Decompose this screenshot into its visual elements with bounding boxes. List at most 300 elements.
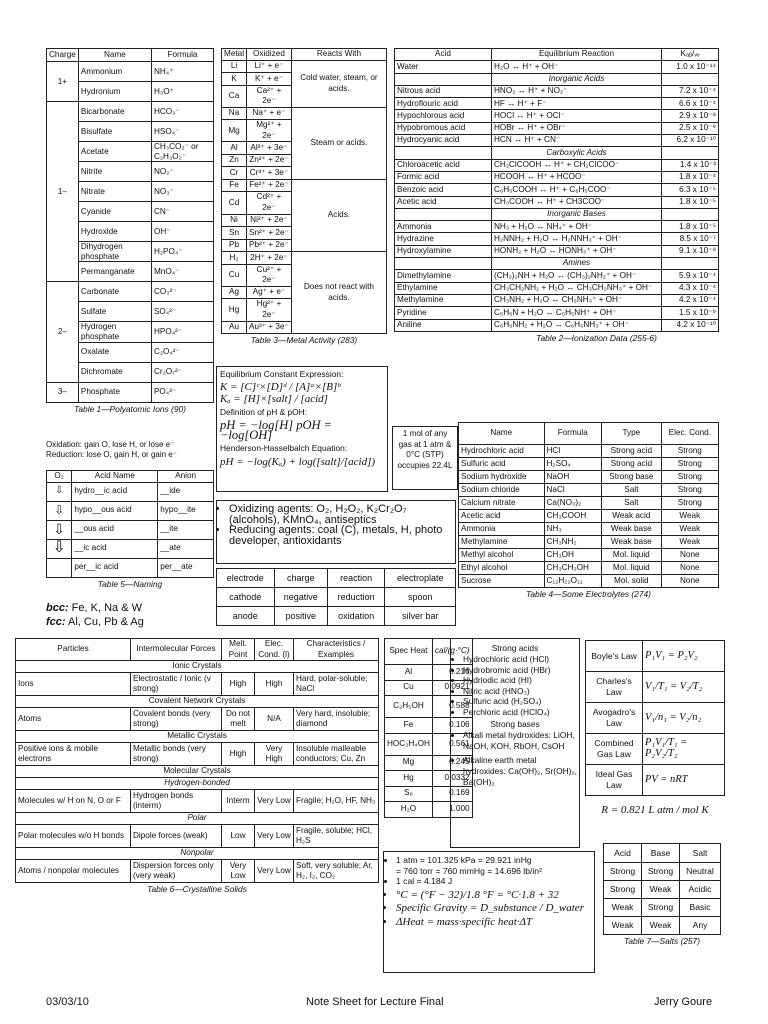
table-row [222, 179, 387, 192]
gas-law-name-cell: Charles's Law [586, 672, 643, 703]
blank-cell [395, 208, 492, 220]
strong-acid-item: • Nitric acid (HNO₃) [463, 686, 577, 697]
table-row [459, 484, 719, 497]
fcc-label: fcc: [46, 616, 66, 628]
table-row [395, 61, 719, 73]
blank-cell [662, 258, 719, 270]
specific-heat-value-cell: 0.588 [432, 696, 472, 718]
specific-heat-value-cell: 0.561 [432, 733, 472, 755]
ka-value-cell: 1.0 x 10⁻¹⁴ [662, 61, 719, 73]
spec-heat-header: Spec Heat [385, 639, 433, 665]
melt-point-cell: Interm [222, 790, 255, 813]
ion-formula-cell: C₂O₄²⁻ [151, 342, 213, 362]
electrode-cell: anode [217, 607, 275, 626]
table5-header: O₂ [47, 471, 72, 483]
gas-law-formula-cell: V₁/T₁ = V₂/T₂ [643, 672, 725, 703]
salt-cell: Strong [604, 863, 642, 881]
table-row [395, 233, 719, 245]
charge-cell: 1+ [47, 62, 79, 102]
specific-heat-value-cell: 0.245 [432, 755, 472, 771]
table-row [459, 445, 719, 458]
ion-formula-cell: HPO₄²⁻ [151, 322, 213, 342]
electrolyte-name-cell: Methyl alcohol [459, 549, 545, 562]
ion-name-cell: Sulfate [78, 302, 151, 322]
section-header-row [16, 766, 379, 778]
electrolyte-name-cell: Sodium chloride [459, 484, 545, 497]
table3-header: Oxidized [247, 49, 292, 61]
ion-formula-cell: SO₄²⁻ [151, 302, 213, 322]
reaction-cell: HCOOH ↔ H⁺ + HCOO⁻ [492, 171, 662, 183]
conductivity-cell: Very Low [255, 790, 294, 813]
substance-cell: Mg [385, 755, 433, 771]
table-row [395, 85, 719, 97]
electrolyte-type-cell: Mol. solid [602, 575, 662, 588]
hh-title: Henderson-Hasselbalch Equation: [220, 443, 348, 453]
salt-cell: Strong [604, 881, 642, 899]
specific-gravity: • Specific Gravity = D_substance / D_water [396, 903, 592, 914]
reaction-cell: CH₃CH₂NH₂ + H₂O ↔ CH₃CH₂NH₃⁺ + OH⁻ [492, 282, 662, 294]
ion-formula-cell: CO₃²⁻ [151, 282, 213, 302]
ion-formula-cell: OH⁻ [151, 222, 213, 242]
equilibrium-box [216, 366, 388, 492]
strong-acids-bases-box [450, 638, 580, 848]
electrode-cell: cathode [217, 588, 275, 607]
electrolyte-type-cell: Salt [602, 497, 662, 510]
reacts-with-cell: Cold water, steam, or acids. [291, 60, 386, 107]
oxidation-text: Oxidation: gain O, lose H, or lose e⁻ [46, 440, 175, 449]
salt-cell: Any [680, 917, 721, 935]
strong-bases-title: Strong bases [490, 718, 540, 729]
reacts-with-cell: Does not react with acids. [291, 252, 386, 334]
ka-value-cell: 7.2 x 10⁻⁴ [662, 85, 719, 97]
salt-cell: Weak [642, 881, 680, 899]
stp-note: 1 mol of any gas at 1 atm & 0°C (STP) occupies 22.4L [392, 426, 458, 490]
metal-cell: Hg [222, 299, 247, 321]
metal-cell: H₂ [222, 252, 247, 265]
table4-header: Elec. Cond. [661, 423, 718, 445]
section-header-row [395, 147, 719, 159]
electrode-cell: reduction [327, 588, 385, 607]
table-row [395, 122, 719, 134]
charge-cell: 2– [47, 282, 79, 382]
charge-cell: 1– [47, 102, 79, 282]
ion-name-cell: Phosphate [78, 382, 151, 402]
conductivity-cell: Weak [661, 510, 718, 523]
ion-formula-cell: MnO₄⁻ [151, 262, 213, 282]
table-row [604, 917, 721, 935]
ka-value-cell: 1.8 x 10⁻⁵ [662, 221, 719, 233]
particles-cell: Atoms / nonpolar molecules [16, 860, 131, 883]
table-row [395, 282, 719, 294]
oxidized-cell: Fe²⁺ + 2e⁻ [247, 179, 292, 192]
section-title-cell: Nonpolar [16, 848, 379, 860]
metal-cell: Fe [222, 179, 247, 192]
section-title-cell: Polar [16, 813, 379, 825]
table6-crystalline-solids [15, 638, 379, 894]
table5-header: Acid Name [72, 471, 158, 483]
oxidized-cell: Ag⁺ + e⁻ [247, 286, 292, 299]
oxidized-cell: K⁺ + e⁻ [247, 73, 292, 86]
blank-cell [395, 73, 492, 85]
table3-caption: Table 3—Metal Activity (283) [250, 335, 358, 346]
bcc-label: bcc: [46, 602, 69, 614]
forces-cell: Hydrogen bonds (interm) [131, 790, 222, 813]
electrode-cell: spoon [385, 588, 456, 607]
table-row [47, 282, 214, 302]
metal-cell: Mg [222, 120, 247, 142]
table-row [459, 549, 719, 562]
table-row [395, 196, 719, 208]
electrolyte-formula-cell: CH₃OH [544, 549, 602, 562]
ion-formula-cell: CN⁻ [151, 202, 213, 222]
oxygen-arrow-icon: ⇩ [47, 520, 72, 539]
conductivity-cell: Strong [661, 458, 718, 471]
table-row [16, 860, 379, 883]
gas-law-name-cell: Avogadro's Law [586, 703, 643, 734]
gas-law-formula-cell: P₁V₁ = P₂V₂ [643, 641, 725, 672]
electrode-cell: negative [274, 588, 327, 607]
table2-header: Equilibrium Reaction [492, 49, 662, 61]
ka-value-cell: 9.1 x 10⁻⁹ [662, 245, 719, 257]
table-row [16, 743, 379, 766]
electrolyte-name-cell: Ethyl alcohol [459, 562, 545, 575]
ion-formula-cell: H₃O⁺ [151, 82, 213, 102]
oxygen-arrow-icon [47, 558, 72, 577]
conductivity-cell: None [661, 562, 718, 575]
conversions-box [383, 851, 595, 973]
ka-value-cell: 5.9 x 10⁻⁴ [662, 270, 719, 282]
table-row [47, 501, 214, 520]
acid-name-cell: hydro__ic acid [72, 482, 158, 501]
acid-name-cell: Methylamine [395, 294, 492, 306]
footer-author: Jerry Goure [654, 996, 713, 1008]
ka-expression: Kₐ = [H]×[salt] / [acid] [220, 393, 328, 405]
table-row [604, 899, 721, 917]
conductivity-cell: Strong [661, 484, 718, 497]
charge-cell: 3– [47, 382, 79, 402]
specific-heat-value-cell: 0.169 [432, 786, 472, 802]
section-header-row [16, 661, 379, 673]
table3-header: Reacts With [291, 49, 386, 61]
oxidized-cell: Sn²⁺ + 2e⁻ [247, 227, 292, 240]
acid-name-cell: Water [395, 61, 492, 73]
specific-heat-value-cell: 0.0921 [432, 680, 472, 696]
table7-header: Salt [680, 844, 721, 863]
acid-name-cell: Ethylamine [395, 282, 492, 294]
table-row [459, 523, 719, 536]
characteristics-cell: Fragile; H₂O, HF, NH₃ [294, 790, 379, 813]
table-row [586, 765, 725, 796]
ka-value-cell: 2.9 x 10⁻⁸ [662, 110, 719, 122]
metal-cell: Au [222, 321, 247, 334]
table-row [395, 294, 719, 306]
strong-base-item: • Alkali metal hydroxides: LiOH, NaOH, KOH, RbOH, CsOH [463, 730, 577, 752]
table-row [459, 471, 719, 484]
reaction-cell: CH₃COOH ↔ H⁺ + CH3COO⁻ [492, 196, 662, 208]
particles-cell: Positive ions & mobile electrons [16, 743, 131, 766]
table3-header: Metal [222, 49, 247, 61]
table-row [47, 102, 214, 122]
section-title-cell: Hydrogen-bonded [16, 778, 379, 790]
table-row [604, 863, 721, 881]
reaction-cell: C₅H₅N + H₂O ↔ C₅H₅NH⁺ + OH⁻ [492, 307, 662, 319]
ka-value-cell: 1.4 x 10⁻³ [662, 159, 719, 171]
salt-cell: Acidic [680, 881, 721, 899]
melt-point-cell: Very Low [222, 860, 255, 883]
substance-cell: Al [385, 665, 433, 681]
metal-cell: Na [222, 107, 247, 120]
metal-cell: Cd [222, 192, 247, 214]
strong-acid-item: • Sulfuric acid (H₂SO₄) [463, 696, 577, 707]
reaction-cell: (CH₃)₂NH + H₂O ↔ (CH₃)₂NH₂⁺ + OH⁻ [492, 270, 662, 282]
oxidized-cell: Ca²⁺ + 2e⁻ [247, 85, 292, 107]
forces-cell: Electrostatic / Ionic (v strong) [131, 673, 222, 696]
ka-value-cell: 6.2 x 10⁻¹⁰ [662, 135, 719, 147]
characteristics-cell: Hard, polar-soluble; NaCl [294, 673, 379, 696]
reaction-cell: CH₂ClCOOH ↔ H⁺ + CH₂ClCOO⁻ [492, 159, 662, 171]
table-row [47, 539, 214, 558]
ion-name-cell: Hydronium [78, 82, 151, 102]
section-header-row [16, 731, 379, 743]
acid-name-cell: Dimethylamine [395, 270, 492, 282]
melt-point-cell: Low [222, 825, 255, 848]
section-header-row [16, 813, 379, 825]
reaction-cell: HOBr ↔ H⁺ + OBr⁻ [492, 122, 662, 134]
blank-cell [662, 147, 719, 159]
table3-metal-activity [221, 48, 387, 345]
electrolyte-type-cell: Salt [602, 484, 662, 497]
particles-cell: Ions [16, 673, 131, 696]
ion-name-cell: Bisulfate [78, 122, 151, 142]
forces-cell: Dispersion forces only (very weak) [131, 860, 222, 883]
table-row [16, 790, 379, 813]
forces-cell: Covalent bonds (very strong) [131, 708, 222, 731]
conductivity-cell: Very Low [255, 825, 294, 848]
table-row [222, 252, 387, 265]
gas-law-formula-cell: PV = nRT [643, 765, 725, 796]
electrolyte-formula-cell: Ca(NO₃)₂ [544, 497, 602, 510]
substance-cell: Fe [385, 718, 433, 734]
acid-name-cell: Hypochlorous acid [395, 110, 492, 122]
salt-cell: Basic [680, 899, 721, 917]
table6-header: Characteristics / Examples [294, 639, 379, 661]
table-row [459, 536, 719, 549]
table-row [222, 107, 387, 120]
table2-header: Kₐᵦ/ᵥᵥ [662, 49, 719, 61]
table-row [459, 562, 719, 575]
table1-header: Charge [47, 49, 79, 62]
metal-cell: Ni [222, 214, 247, 227]
section-title-cell: Amines [492, 258, 662, 270]
particles-cell: Polar molecules w/o H bonds [16, 825, 131, 848]
bcc-metals: Fe, K, Na & W [68, 602, 142, 614]
oxygen-arrow-icon: ⇩ [47, 539, 72, 558]
footer-date: 03/03/10 [46, 996, 89, 1008]
strong-acids-title: Strong acids [491, 643, 539, 653]
section-header-row [395, 73, 719, 85]
gas-law-name-cell: Ideal Gas Law [586, 765, 643, 796]
table5-header: Anion [158, 471, 214, 483]
cal-conversion: • 1 cal = 4.184 J [396, 876, 592, 887]
ka-value-cell: 8.5 x 10⁻⁷ [662, 233, 719, 245]
conductivity-cell: N/A [255, 708, 294, 731]
section-title-cell: Carboxylic Acids [492, 147, 662, 159]
electrode-table [216, 568, 456, 626]
table1-caption: Table 1—Polyatomic Ions (90) [74, 403, 186, 414]
electrolyte-type-cell: Strong base [602, 471, 662, 484]
section-header-row [16, 696, 379, 708]
salt-cell: Weak [604, 899, 642, 917]
salt-cell: Weak [642, 917, 680, 935]
metal-cell: Ag [222, 286, 247, 299]
metal-cell: Ca [222, 85, 247, 107]
metal-cell: Al [222, 142, 247, 155]
reaction-cell: HNO₂ ↔ H⁺ + NO₂⁻ [492, 85, 662, 97]
blank-cell [395, 147, 492, 159]
table-row [395, 319, 719, 331]
ka-value-cell: 1.8 x 10⁻⁵ [662, 196, 719, 208]
strong-base-item: • Alkaline earth metal hydroxides: Ca(OH)₂, Sr(OH)₂, Ba(OH)₂ [463, 755, 577, 788]
ion-name-cell: Permanganate [78, 262, 151, 282]
metal-cell: Pb [222, 239, 247, 252]
acid-name-cell: __ous acid [72, 520, 158, 539]
table-row [395, 135, 719, 147]
ion-name-cell: Dichromate [78, 362, 151, 382]
oxidized-cell: Hg²⁺ + 2e⁻ [247, 299, 292, 321]
conductivity-cell: Strong [661, 445, 718, 458]
characteristics-cell: Fragile, soluble; HCl, H₂S [294, 825, 379, 848]
conductivity-cell: Weak [661, 523, 718, 536]
metal-cell: Li [222, 60, 247, 73]
acid-name-cell: Hydrazine [395, 233, 492, 245]
ka-value-cell: 1.8 x 10⁻⁴ [662, 171, 719, 183]
electrolyte-type-cell: Mol. liquid [602, 549, 662, 562]
oxidized-cell: Na⁺ + e⁻ [247, 107, 292, 120]
conductivity-cell: None [661, 549, 718, 562]
ion-formula-cell: Cr₂O₇²⁻ [151, 362, 213, 382]
table-row [395, 171, 719, 183]
ka-value-cell: 2.5 x 10⁻⁹ [662, 122, 719, 134]
section-title-cell: Metallic Crystals [16, 731, 379, 743]
ion-name-cell: Oxalate [78, 342, 151, 362]
reaction-cell: HONH₂ + H₂O ↔ HONH₃⁺ + OH⁻ [492, 245, 662, 257]
oxidized-cell: Cu²⁺ + 2e⁻ [247, 264, 292, 286]
temp-conversion: • °C = (°F − 32)/1.8 °F = °C·1.8 + 32 [396, 890, 592, 901]
table-row [395, 110, 719, 122]
oxidized-cell: Zn²⁺ + 2e⁻ [247, 154, 292, 167]
table-row [16, 825, 379, 848]
reaction-cell: C₆H₅NH₂ + H₂O ↔ C₆H₅NH₃⁺ + OH⁻ [492, 319, 662, 331]
gas-law-formula-cell: P₁V₁/T₁ = P₂V₂/T₂ [643, 734, 725, 765]
blank-cell [662, 208, 719, 220]
electrolyte-type-cell: Mol. liquid [602, 562, 662, 575]
electrolyte-formula-cell: NaCl [544, 484, 602, 497]
section-title-cell: Molecular Crystals [16, 766, 379, 778]
ka-value-cell: 6.3 x 10⁻⁵ [662, 184, 719, 196]
electrode-cell: oxidation [327, 607, 385, 626]
r-constant: R = 0.821 L atm / mol K [601, 804, 709, 816]
electrolyte-name-cell: Hydrochloric acid [459, 445, 545, 458]
oxidized-cell: Cd²⁺ + 2e⁻ [247, 192, 292, 214]
conductivity-cell: High [255, 673, 294, 696]
oxygen-arrow-icon: ⇩ [47, 501, 72, 520]
ion-formula-cell: NH₄⁺ [151, 62, 213, 82]
electrolyte-formula-cell: CH₃NH₂ [544, 536, 602, 549]
ion-name-cell: Hydrogen phosphate [78, 322, 151, 342]
table-row [222, 60, 387, 73]
reacts-with-cell: Acids. [291, 179, 386, 251]
reaction-cell: NH₃ + H₂O ↔ NH₄⁺ + OH⁻ [492, 221, 662, 233]
salt-cell: Strong [642, 863, 680, 881]
table4-header: Name [459, 423, 545, 445]
section-title-cell: Covalent Network Crystals [16, 696, 379, 708]
table-row [47, 382, 214, 402]
ion-name-cell: Cyanide [78, 202, 151, 222]
gas-law-formula-cell: V₁/n₁ = V₂/n₂ [643, 703, 725, 734]
ion-name-cell: Carbonate [78, 282, 151, 302]
acid-name-cell: hypo__ous acid [72, 501, 158, 520]
specific-heat-value-cell: 0.106 [432, 718, 472, 734]
ion-formula-cell: HCO₃⁻ [151, 102, 213, 122]
table-row [395, 159, 719, 171]
electrode-header: reaction [327, 569, 385, 588]
ion-name-cell: Nitrate [78, 182, 151, 202]
electrolyte-name-cell: Sucrose [459, 575, 545, 588]
electrolyte-type-cell: Strong acid [602, 458, 662, 471]
acid-name-cell: Hypobromous acid [395, 122, 492, 134]
table7-salts [603, 843, 721, 946]
specific-heat-value-cell: 0.0332 [432, 771, 472, 787]
agents-box [216, 500, 456, 564]
conductivity-cell: Weak [661, 536, 718, 549]
particles-cell: Molecules w/ H on N, O or F [16, 790, 131, 813]
conductivity-cell: Strong [661, 497, 718, 510]
anion-name-cell: hypo__ite [158, 501, 214, 520]
table-row [586, 672, 725, 703]
table2-caption: Table 2—Ionization Data (255-6) [536, 332, 657, 343]
ph-expression: pH = −log[H] pOH = −log[OH] [220, 418, 333, 442]
substance-cell: Hg [385, 771, 433, 787]
ion-name-cell: Hydroxide [78, 222, 151, 242]
oxidizing-agents: • Oxidizing agents: O₂, H₂O₂, K₂Cr₂O₇ (alcohols), KMnO₄, antiseptics [229, 504, 453, 525]
acid-name-cell: Formic acid [395, 171, 492, 183]
table6-header: Particles [16, 639, 131, 661]
table-row [395, 307, 719, 319]
electrolyte-name-cell: Sulfuric acid [459, 458, 545, 471]
oxidized-cell: Au³⁺ + 3e⁻ [247, 321, 292, 334]
electrolyte-formula-cell: CH₃COOH [544, 510, 602, 523]
anion-name-cell: __ite [158, 520, 214, 539]
reaction-cell: HCN ↔ H⁺ + CN⁻ [492, 135, 662, 147]
ion-formula-cell: NO₂⁻ [151, 162, 213, 182]
table6-header: Melt. Point [222, 639, 255, 661]
electrolyte-type-cell: Weak base [602, 536, 662, 549]
spec-heat-header: cal/(g·°C) [432, 639, 472, 665]
table-row [47, 558, 214, 577]
table-row [395, 184, 719, 196]
hh-expression: pH = −log(Kₐ) + log([salt]/[acid]) [220, 456, 376, 468]
ph-title: Definition of pH & pOH: [220, 407, 308, 417]
electrolyte-type-cell: Strong acid [602, 445, 662, 458]
electrode-header: charge [274, 569, 327, 588]
acid-name-cell: Ammonia [395, 221, 492, 233]
acid-name-cell: per__ic acid [72, 558, 158, 577]
reaction-cell: C₆H₅COOH ↔ H⁺ + C₆H₅COO⁻ [492, 184, 662, 196]
oxidized-cell: Ni²⁺ + 2e⁻ [247, 214, 292, 227]
substance-cell: C₂H₅OH [385, 696, 433, 718]
torr-conversion: = 760 torr = 760 mmHg = 14.696 lb/in² [396, 865, 542, 876]
table-row [47, 520, 214, 539]
